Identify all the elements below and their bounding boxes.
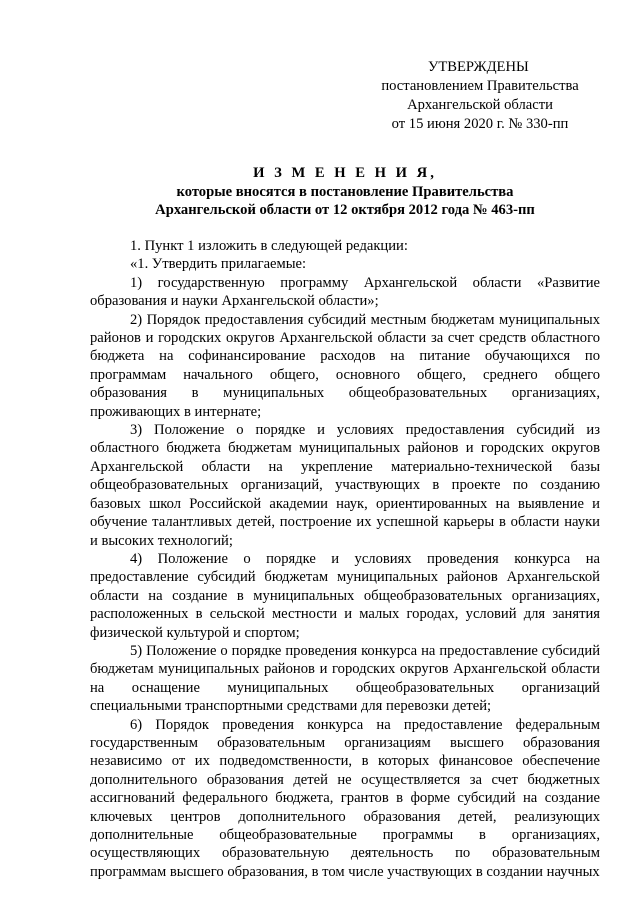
approval-title: УТВЕРЖДЕНЫ [428,59,529,75]
paragraph: 4) Положение о порядке и условиях проведения конкурса на предоставление субсидий бюджетам муниципальных районов Архангельской области на создание в муниципальных общеобразовательных организациях, расположенных в сельской местности и малых городах, условий для занятия физической культурой и спортом; [90,550,600,641]
paragraph: 1. Пункт 1 изложить в следующей редакции: [130,238,408,254]
document-heading [90,164,600,220]
paragraph: 3) Положение о порядке и условиях предоставления субсидий из областного бюджета бюджетам муниципальных районов и городских округов Архангельской области на укрепление материально-технической базы общеобразовательных организаций, участвующих в проекте по созданию базовых школ Российской академии наук, ориентированных на выявление и обучение талантливых детей, построение их успешной карьеры в области науки и высоких технологий; [90,422,600,549]
approval-line-resolution: постановлением Правительства [381,78,579,94]
paragraph: 2) Порядок предоставления субсидий местным бюджетам муниципальных районов и городских округов Архангельской области за счет средств областного бюджета на софинансирование расходов на питание обучающихся по программам начального общего, основного общего, среднего общего образования в муниципальных общеобразовательных организациях, проживающих в интернате; [90,311,600,420]
paragraph: 6) Порядок проведения конкурса на предоставление федеральным государственным образовательным организациям высшего образования независимо от их подведомственности, в которых финансовое обеспечение дополнительного образования детей не осуществляется за счет бюджетных ассигнований федерального бюджета, грантов в форме субсидий на создание ключевых центров дополнительного образования детей, реализующих дополнительные общеобразовательные программы в организациях, осуществляющих образовательную деятельность по образовательным программам высшего образования, в том числе участвующих в создании научных [90,716,600,880]
document-body [90,237,600,881]
paragraph: «1. Утвердить прилагаемые: [130,256,307,273]
approval-line-date: от 15 июня 2020 г. № 330-пп [391,116,569,132]
paragraph: 1) государственную программу Архангельской области «Развитие образования и науки Архангельской области»; [90,274,600,310]
heading-title: И З М Е Н Е Н И Я, [253,165,437,181]
heading-subtitle-1: которые вносятся в постановление Правительства [176,183,514,200]
heading-subtitle-2: Архангельской области от 12 октября 2012 года № 463-пп [155,202,535,218]
approval-line-region: Архангельской области [407,97,553,113]
approval-stamp [360,58,600,134]
paragraph: 5) Положение о порядке проведения конкурса на предоставление субсидий бюджетам муниципальных районов и городских округов Архангельской области на оснащение муниципальных общеобразовательных организаций специальными транспортными средствами для перевозки детей; [90,642,600,715]
